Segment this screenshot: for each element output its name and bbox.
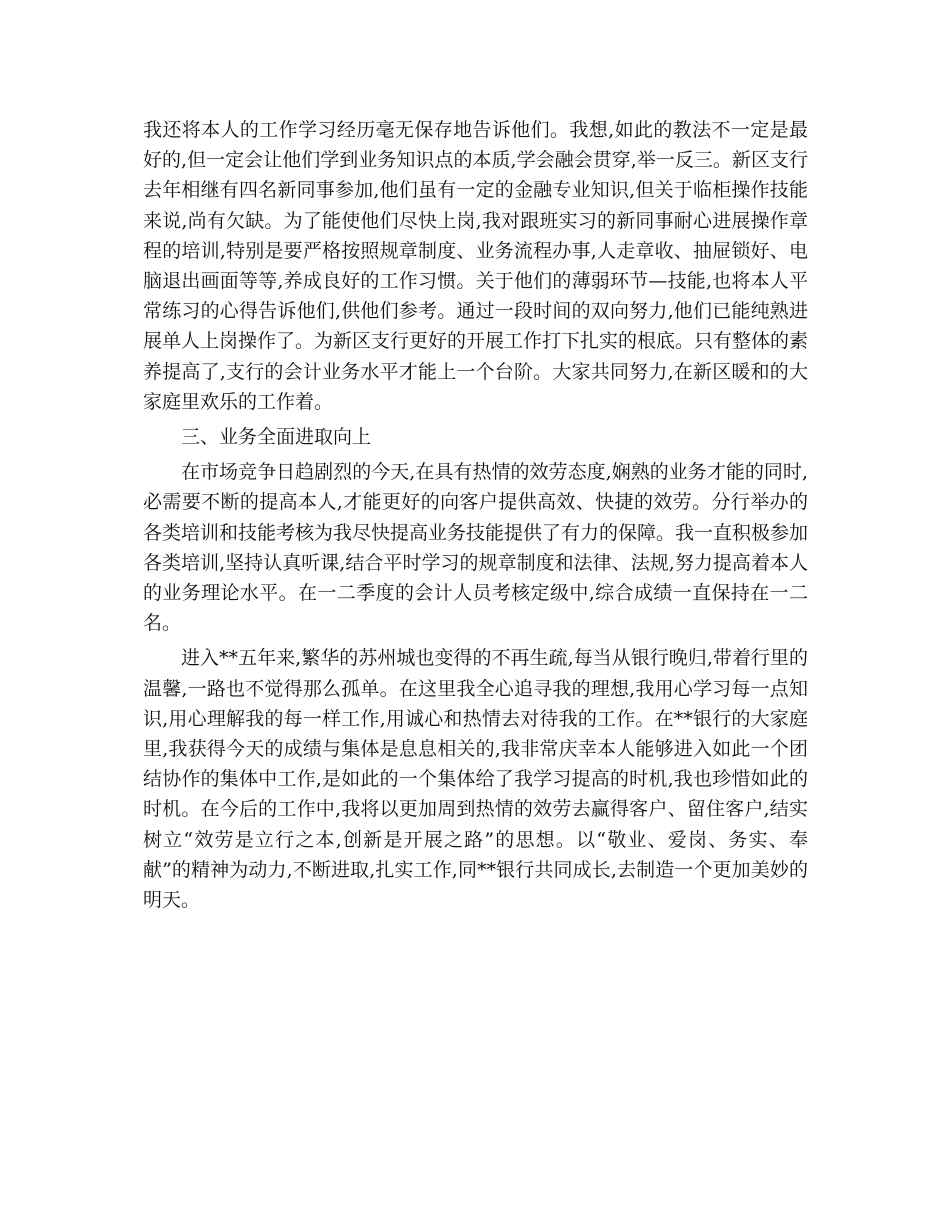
document-body [143, 115, 808, 920]
section-heading: 三、业务全面进取向上 [181, 426, 372, 449]
paragraph-business-progress: 在市场竞争日趋剧烈的今天,在具有热情的效劳态度,娴熟的业务才能的同时,必需要不断的提高本人,才能更好的向客户提供高效、快捷的效劳。分行举办的各类培训和技能考核为我尽快提高业务技能提供了有力的保障。我一直积极参加各类培训,坚持认真听课,结合平时学习的规章制度和法律、法规,努力提高着本人的业务理论水平。在一二季度的会计人员考核定级中,综合成绩一直保持在一二名。 [143, 461, 809, 635]
paragraph-continuation: 我还将本人的工作学习经历毫无保存地告诉他们。我想,如此的教法不一定是最好的,但一定会让他们学到业务知识点的本质,学会融会贯穿,举一反三。新区支行去年相继有四名新同事参加,他们虽有一定的金融专业知识,但关于临柜操作技能来说,尚有欠缺。为了能使他们尽快上岗,我对跟班实习的新同事耐心进展操作章程的培训,特别是要严格按照规章制度、业务流程办事,人走章收、抽屉锁好、电脑退出画面等等,养成良好的工作习惯。关于他们的薄弱环节—技能,也将本人平常练习的心得告诉他们,供他们参考。通过一段时间的双向努力,他们已能纯熟进展单人上岗操作了。为新区支行更好的开展工作打下扎实的根底。只有整体的素养提高了,支行的会计业务水平才能上一个台阶。大家共同努力,在新区暖和的大家庭里欢乐的工作着。 [143, 119, 809, 413]
paragraph-conclusion: 进入**五年来,繁华的苏州城也变得的不再生疏,每当从银行晚归,带着行里的温馨,一路也不觉得那么孤单。在这里我全心追寻我的理想,我用心学习每一点知识,用心理解我的每一样工作,用诚心和热情去对待我的工作。在**银行的大家庭里,我获得今天的成绩与集体是息息相关的,我非常庆幸本人能够进入如此一个团结协作的集体中工作,是如此的一个集体给了我学习提高的时机,我也珍惜如此的时机。在今后的工作中,我将以更加周到热情的效劳去赢得客户、留住客户,结实树立“效劳是立行之本,创新是开展之路”的思想。以“敬业、爱岗、务实、奉献”的精神为动力,不断进取,扎实工作,同**银行共同成长,去制造一个更加美妙的明天。 [143, 647, 808, 912]
